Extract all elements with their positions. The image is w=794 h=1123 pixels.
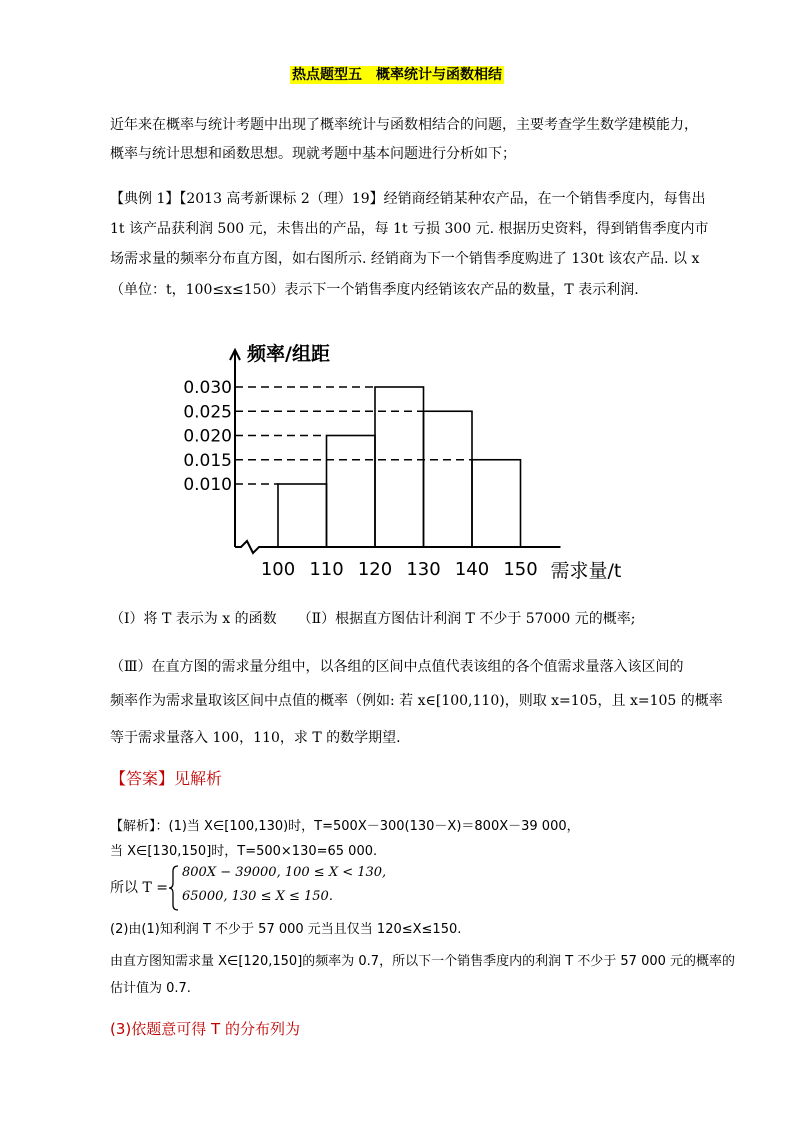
question-line-1: （Ⅰ）将 T 表示为 x 的函数 （Ⅱ）根据直方图估计利润 T 不少于 57000 元的概率;	[110, 611, 636, 627]
piecewise-case-1: 800X − 39000, 100 ≤ X < 130,	[182, 865, 387, 880]
x-axis-label: 需求量/t	[550, 560, 622, 582]
y-tick-label: 0.020	[183, 426, 232, 447]
piecewise-function	[110, 863, 470, 913]
y-axis-label: 频率/组距	[247, 343, 330, 365]
piecewise-prefix: 所以 T =	[110, 880, 168, 896]
x-tick-label: 110	[309, 559, 344, 580]
x-tick-label: 130	[406, 559, 441, 580]
y-tick-label: 0.015	[183, 450, 232, 471]
histogram-chart	[183, 332, 645, 582]
piecewise-case-2: 65000, 130 ≤ X ≤ 150.	[182, 889, 333, 904]
solution-line-1: 【解析】：(1)当 X∈[100,130)时，T=500X－300(130－X)＝800X－39 000，	[110, 819, 580, 834]
x-tick-label: 140	[454, 559, 490, 580]
solution-line-2: 当 X∈[130,150]时，T=500×130=65 000.	[110, 844, 378, 859]
intro-line-1: 近年来在概率与统计考题中出现了概率统计与函数相结合的问题，主要考查学生数学建模能力，	[110, 117, 698, 133]
page-title-text: 热点题型五 概率统计与函数相结	[292, 67, 502, 83]
x-tick-label: 120	[357, 559, 393, 580]
histogram-bar	[278, 484, 327, 547]
page-title	[0, 64, 794, 84]
question-line-4: 等于需求量落入 100，110，求 T 的数学期望.	[110, 730, 401, 746]
histogram-bar	[472, 460, 521, 547]
example-line-4: （单位：t，100≤x≤150）表示下一个销售季度内经销该农产品的数量，T 表示利润.	[110, 282, 639, 298]
solution-line-5: 估计值为 0.7.	[110, 981, 191, 996]
intro-line-2: 概率与统计思想和函数思想。现就考题中基本问题进行分析如下；	[110, 146, 516, 162]
example-line-1: 【典例 1】【2013 高考新课标 2（理）19】经销商经销某种农产品，在一个销售季度内，每售出	[110, 191, 706, 207]
solution-line-6: (3)依题意可得 T 的分布列为	[110, 1020, 300, 1038]
histogram-bar	[327, 436, 376, 548]
y-tick-label: 0.025	[183, 402, 232, 423]
x-tick-label: 150	[503, 559, 538, 580]
answer-label: 【答案】见解析	[110, 769, 223, 788]
curly-brace-icon	[168, 865, 180, 911]
solution-line-3: (2)由(1)知利润 T 不少于 57 000 元当且仅当 120≤X≤150.	[110, 922, 462, 937]
histogram-bar	[424, 411, 473, 547]
example-line-2: 1t 该产品获利润 500 元，未售出的产品，每 1t 亏损 300 元. 根据历史资料，得到销售季度内市	[110, 221, 709, 237]
x-tick-label: 100	[260, 559, 296, 580]
histogram-plot	[183, 342, 621, 582]
solution-line-4: 由直方图知需求量 X∈[120,150]的频率为 0.7，所以下一个销售季度内的利润 T 不少于 57 000 元的概率的	[110, 954, 736, 969]
question-line-3: 频率作为需求量取该区间中点值的概率（例如: 若 x∈[100,110)，则取 x=105，且 x=105 的概率	[110, 693, 723, 709]
y-tick-label: 0.030	[183, 378, 232, 398]
example-line-3: 场需求量的频率分布直方图，如右图所示. 经销商为下一个销售季度购进了 130t 该农产品. 以 x	[110, 251, 700, 267]
y-tick-label: 0.010	[183, 475, 232, 495]
question-line-2: （Ⅲ）在直方图的需求量分组中，以各组的区间中点值代表该组的各个值需求量落入该区间的	[110, 659, 684, 675]
